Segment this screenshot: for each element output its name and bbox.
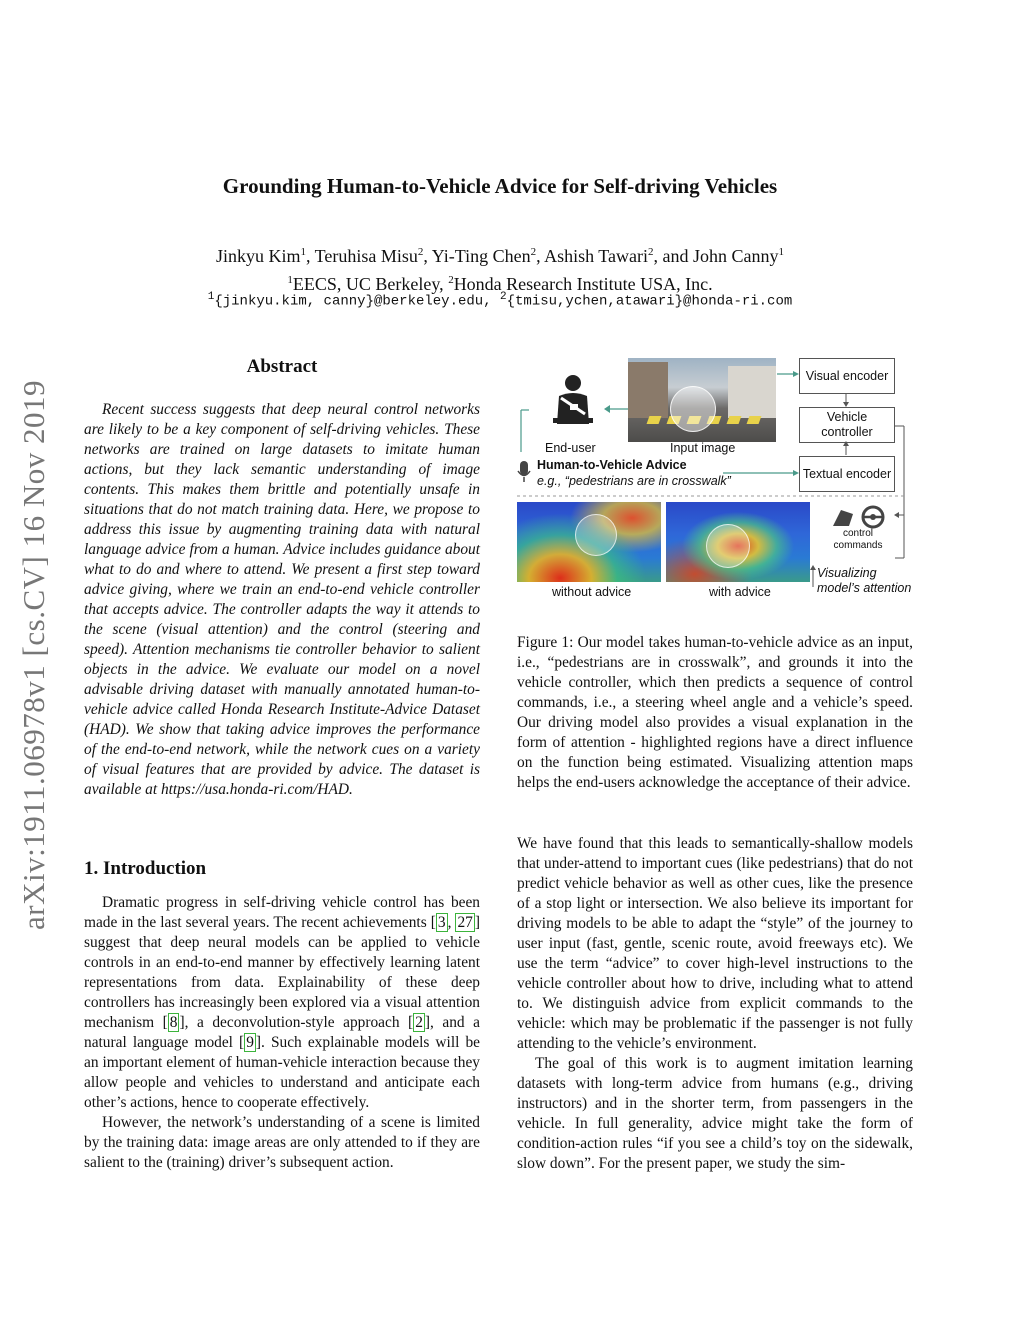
author: Ashish Tawari xyxy=(544,246,649,266)
advice-example: e.g., “pedestrians are in crosswalk” xyxy=(537,474,731,488)
attention-map-with-advice xyxy=(666,502,810,582)
attention-map-without-advice xyxy=(517,502,661,582)
intro-paragraph-2: However, the network’s understanding of a scene is limited by the training data: image areas are only attended to if they are salient to the (training) driver’s subsequent action. xyxy=(84,1114,480,1171)
without-advice-label: without advice xyxy=(552,585,632,599)
author-names: Jinkyu Kim$^1$, Teruhisa Misu$^2$, Yi-Ting Chen$^2$, Ashish Tawari$^2$, and John Canny$^1$ xyxy=(215,246,785,266)
abstract-heading: Abstract xyxy=(246,356,318,377)
figure-1-caption: Figure 1: Our model takes human-to-vehicle advice as an input, i.e., “pedestrians are in crosswalk”, and grounds it into the vehicle controller, which then predicts a sequence of control commands, i.e., a steering wheel angle and a vehicle’s speed. Our driving model also provides a visual explanation in the form of attention - highlighted regions have a direct influence on the function being estimated. Visualizing attention maps helps the end-users acknowledge the acceptance of their advice. xyxy=(517,634,913,791)
vehicle-controller-box: Vehicle controller xyxy=(799,407,895,443)
text-run: , a deconvolution-style approach xyxy=(184,1014,409,1031)
right-column-body xyxy=(517,834,913,1174)
citation-link[interactable]: 9 xyxy=(246,1034,254,1051)
text-run: Dramatic progress in self-driving vehicle control has been made in the last several years. The recent achievements xyxy=(84,894,480,931)
visual-encoder-box: Visual encoder xyxy=(799,358,895,394)
author-affil-sup: 1 xyxy=(778,246,785,258)
author: Jinkyu Kim xyxy=(215,246,301,266)
paper-title: Grounding Human-to-Vehicle Advice for Self-driving Vehicles xyxy=(222,174,778,198)
email-sup: 1 xyxy=(207,291,215,303)
author: Teruhisa Misu xyxy=(314,246,418,266)
affil-sup: 2 xyxy=(448,274,454,286)
author-affil-sup: 2 xyxy=(417,246,424,258)
intro-heading: 1. Introduction xyxy=(84,858,207,879)
author-affil-sup: 2 xyxy=(648,246,654,258)
citation-link[interactable]: 27 xyxy=(457,914,473,931)
author-list xyxy=(0,240,1000,296)
visualizing-attention-label: Visualizing model’s attention xyxy=(817,566,912,595)
with-advice-label: with advice xyxy=(709,585,771,599)
right-paragraph-2: The goal of this work is to augment imitation learning datasets with long-term advice from humans (e.g., driving instructors) and in the shorter term, from passengers in the vehicle. In full generality, advice might take the form of condition-action rules “if you see a child’s toy on the sidewalk, slow down”. For the present paper, we study the sim- xyxy=(517,1055,913,1172)
textual-encoder-box: Textual encoder xyxy=(799,456,895,492)
abstract-text: Recent success suggests that deep neural control networks are likely to be a key component of self-driving vehicles. These networks are trained on large datasets to imitate human actions, but they lack semantic understanding of image contents. This makes them brittle and potentially unsafe in situations that do not match training data. Here, we propose to address this issue by augmenting training data with natural language advice from a human. Advice includes guidance about what to do and where to attend. We present a first step toward advice giving, where we train an end-to-end vehicle controller that accepts advice. The controller adapts the way it attends to the scene (visual attention) and the control (steering and speed). Attention mechanisms tie controller behavior to salient objects in the advice. We evaluate our model on a novel advisable driving dataset with manually annotated human-to-vehicle advice called Honda Research Institute-Advice Dataset (HAD). We show that taking advice improves the performance of the end-to-end network, while the network cues on a variety of visual features that are provided by advice. The dataset is available at https://usa.honda-ri.com/HAD. xyxy=(84,401,480,798)
citation-link[interactable]: 2 xyxy=(415,1014,423,1031)
author-affil-sup: 2 xyxy=(530,246,537,258)
end-user-label: End-user xyxy=(545,441,596,455)
text-run: suggest that deep neural models can be applied to vehicle controls in an end-to-end manner by effectively learning latent representations from data. Explainability of these deep controllers has increasingly been explored via a visual attention mechanism xyxy=(84,934,480,1031)
affiliation-1: EECS, UC Berkeley, xyxy=(292,274,444,294)
affiliation-2: Honda Research Institute USA, Inc. xyxy=(453,274,713,294)
author: Yi-Ting Chen xyxy=(431,246,531,266)
figure-1 xyxy=(515,352,915,602)
author-emails xyxy=(0,291,1000,310)
text-run: . Such explainable models will be an important element of human-vehicle interaction because they allow people and vehicles to understand and anticipate each other’s actions, hence to cooperate effectively. xyxy=(84,1034,480,1111)
email-1: {jinkyu.kim, canny}@berkeley.edu, xyxy=(214,293,492,310)
citation-link[interactable]: 3 xyxy=(437,914,446,931)
citation-link[interactable]: 8 xyxy=(169,1014,178,1031)
arxiv-stamp: arXiv:1911.06978v1 [cs.CV] 16 Nov 2019 xyxy=(16,380,51,930)
author: and John Canny xyxy=(662,246,779,266)
email-sup: 2 xyxy=(500,291,507,303)
intro-paragraph-1: Dramatic progress in self-driving vehicle control has been made in the last several years. The recent achievements [ 3 , 27 ] suggest that deep neural models can be applied to vehicle controls in an end-to-end manner by effectively learning latent representations from data. Explainability of these deep controllers has increasingly been explored via a visual attention mechanism [ 8 ], a deconvolution-style approach [ 2 ], and a natural language model [ 9 ]. Such explainable models will be an important element of human-vehicle interaction because they allow people and vehicles to understand and anticipate each other’s actions, hence to cooperate effectively. xyxy=(84,894,480,1111)
affil-sup: 1 xyxy=(287,274,293,286)
microphone-icon xyxy=(517,460,531,484)
control-commands-label: control commands xyxy=(833,528,883,551)
intro-body xyxy=(84,893,480,1173)
email-2: {tmisu,ychen,atawari}@honda-ri.com xyxy=(506,293,793,310)
advice-title: Human-to-Vehicle Advice xyxy=(537,458,687,472)
author-affil-sup: 1 xyxy=(300,246,306,258)
right-paragraph-1: We have found that this leads to semantically-shallow models that under-attend to important cues (like pedestrians) that do not predict vehicle behavior as well as other cues, like the presence of a stop light or intersection. We also believe its important for driving models to be able to adapt the “style” of the journey to user input (fast, gentle, scenic route, avoid freeways etc). We use the term “advice” to cover high-level instructions to the vehicle controller about how to drive, including what to attend to. We distinguish advice from explicit commands to the vehicle: which may be problematic if the passenger is not fully attending to the vehicle’s environment. xyxy=(517,835,913,1052)
input-image-label: Input image xyxy=(670,441,736,455)
text-run: , and a natural language model xyxy=(84,1014,480,1051)
steering-wheel-icon xyxy=(831,504,889,530)
